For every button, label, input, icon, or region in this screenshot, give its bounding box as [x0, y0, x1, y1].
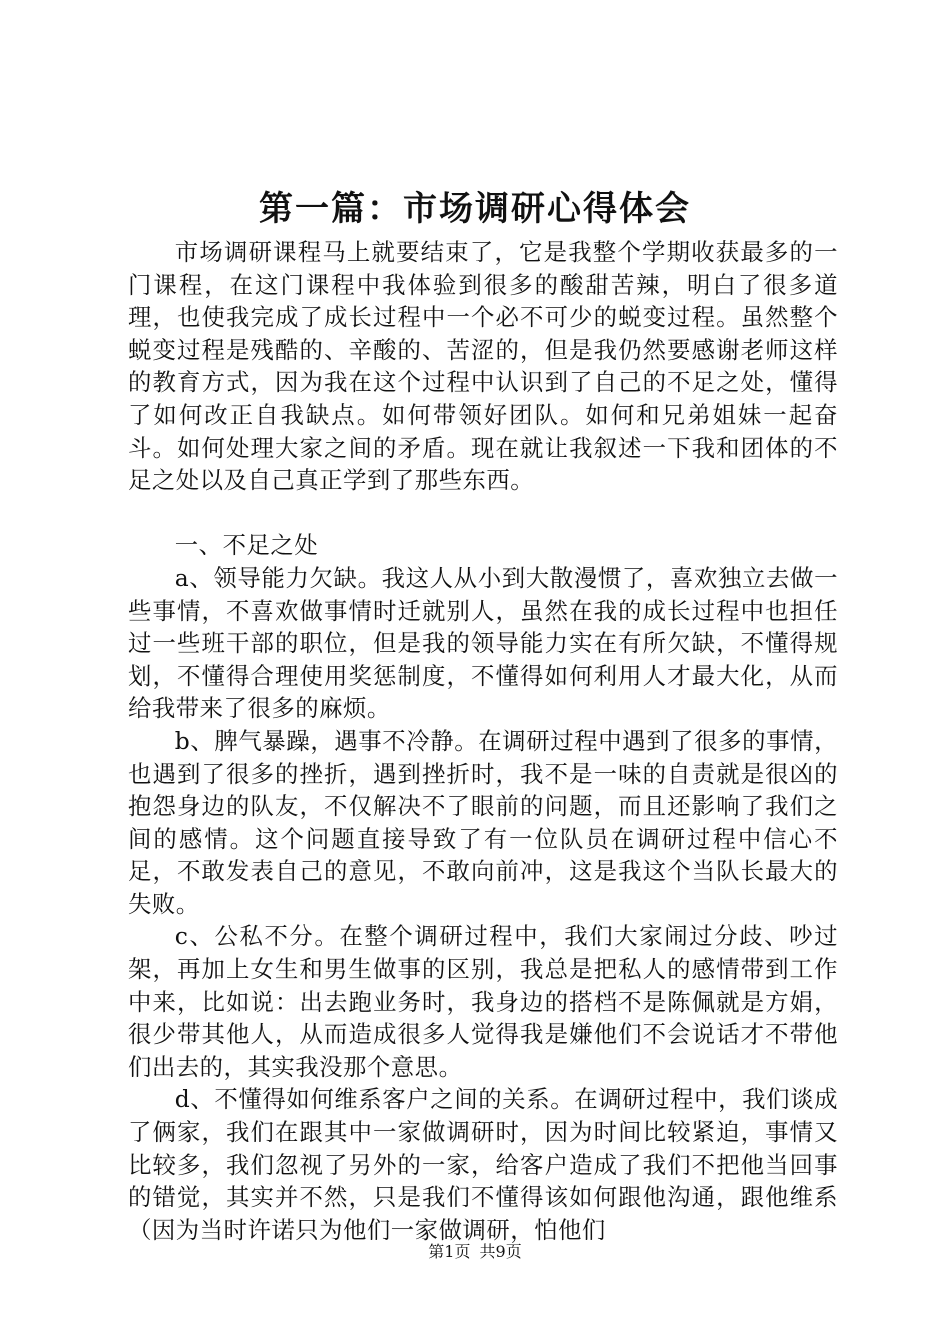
- document-body: [128, 236, 838, 1246]
- paragraph-d: d、不懂得如何维系客户之间的关系。在调研过程中，我们谈成了俩家，我们在跟其中一家做调研时，因为时间比较紧迫，事情又比较多，我们忽视了另外的一家，给客户造成了我们不把他当回事的错觉，其实并不然，只是我们不懂得该如何跟他沟通，跟他维系（因为当时许诺只为他们一家做调研，怕他们: [128, 1085, 838, 1244]
- page-footer: [0, 1242, 950, 1262]
- page-number: 第1页: [428, 1242, 471, 1261]
- section-heading: 一、不足之处: [174, 531, 319, 560]
- paragraph-spacer: [128, 497, 838, 530]
- paragraph-c: c、公私不分。在整个调研过程中，我们大家闹过分歧、吵过架，再加上女生和男生做事的区别，我总是把私人的感情带到工作中来，比如说：出去跑业务时，我身边的搭档不是陈佩就是方娟，很少带其他人，从而造成很多人觉得我是嫌他们不会说话才不带他们出去的，其实我没那个意思。: [128, 922, 838, 1081]
- page-total: 共9页: [479, 1242, 522, 1261]
- paragraph-a: a、领导能力欠缺。我这人从小到大散漫惯了，喜欢独立去做一些事情，不喜欢做事情时迁就别人，虽然在我的成长过程中也担任过一些班干部的职位，但是我的领导能力实在有所欠缺，不懂得规划，不懂得合理使用奖惩制度，不懂得如何利用人才最大化，从而给我带来了很多的麻烦。: [128, 563, 838, 723]
- paragraph-b: b、脾气暴躁，遇事不冷静。在调研过程中遇到了很多的事情，也遇到了很多的挫折，遇到挫折时，我不是一味的自责就是很凶的抱怨身边的队友，不仅解决不了眼前的问题，而且还影响了我们之间的感情。这个问题直接导致了有一位队员在调研过程中信心不足，不敢发表自己的意见，不敢向前冲，这是我这个当队长最大的失败。: [128, 726, 838, 918]
- document-title: 第一篇：市场调研心得体会: [259, 189, 691, 229]
- paragraph-intro: 市场调研课程马上就要结束了，它是我整个学期收获最多的一门课程，在这门课程中我体验到很多的酸甜苦辣，明白了很多道理，也使我完成了成长过程中一个必不可少的蜕变过程。虽然整个蜕变过程是残酷的、辛酸的、苦涩的，但是我仍然要感谢老师这样的教育方式，因为我在这个过程中认识到了自己的不足之处，懂得了如何改正自我缺点。如何带领好团队。如何和兄弟姐妹一起奋斗。如何处理大家之间的矛盾。现在就让我叙述一下我和团体的不足之处以及自己真正学到了那些东西。: [128, 238, 838, 495]
